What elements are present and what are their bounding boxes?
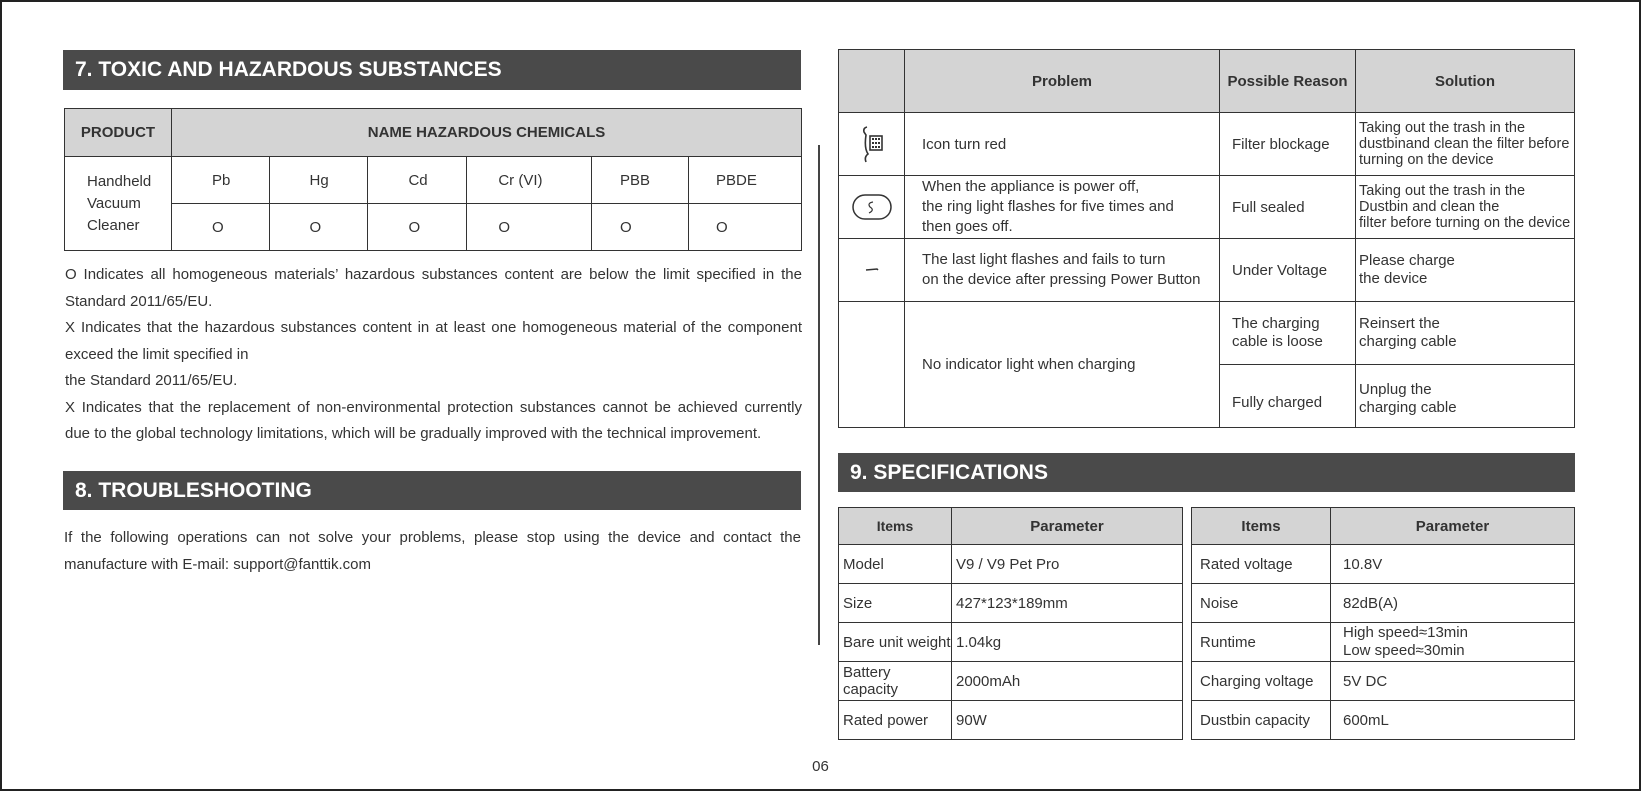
problem-cell (905, 176, 1220, 239)
chemical-name: PBB (592, 157, 689, 204)
solution-header: Solution (1356, 50, 1575, 113)
chemical-value: O (368, 204, 467, 251)
chemical-name: Hg (269, 157, 368, 204)
reason-cell (1220, 176, 1356, 239)
chemical-value: O (689, 204, 802, 251)
solution-text: charging cable (1359, 333, 1457, 350)
problem-cell (905, 302, 1220, 428)
intro-line: manufacture with E-mail: support@fanttik.com (64, 555, 372, 573)
solution-text: Taking out the trash in the (1359, 120, 1526, 136)
chemicals-header: NAME HAZARDOUS CHEMICALS (172, 109, 802, 157)
runtime-high: High speed≈13min (1343, 624, 1468, 641)
section-8-heading (63, 471, 801, 510)
spec-item: Rated voltage (1192, 545, 1331, 584)
product-name-cell (65, 157, 172, 251)
problem-text: The last light flashes and fails to turn (922, 251, 1166, 268)
ring-light-icon (839, 176, 905, 239)
problem-cell (905, 113, 1220, 176)
note-line: X Indicates that the hazardous substances content in at least one homogeneous material of the component (65, 319, 802, 336)
solution-cell (1356, 239, 1575, 302)
spec-value: 427*123*189mm (952, 584, 1183, 623)
dustbin-filter-icon (839, 113, 905, 176)
section-7-title: 7. TOXIC AND HAZARDOUS SUBSTANCES (75, 58, 502, 81)
spec-item: Runtime (1192, 623, 1331, 662)
solution-cell (1356, 365, 1575, 428)
problem-cell (905, 239, 1220, 302)
problem-header: Problem (905, 50, 1220, 113)
specs-table-left (838, 507, 1183, 740)
solution-text: filter before turning on the device (1359, 215, 1571, 231)
note-line: O Indicates all homogeneous materials’ hazardous substances content are below the limit specified in the (65, 266, 802, 283)
section-9-heading (838, 453, 1575, 492)
spec-value: 82dB(A) (1331, 584, 1575, 623)
items-header: Items (1192, 508, 1331, 545)
spec-value: 10.8V (1331, 545, 1575, 584)
note-line: Standard 2011/65/EU. (65, 292, 213, 310)
problem-text: on the device after pressing Power Button (922, 271, 1201, 288)
reason-text: Full sealed (1232, 198, 1305, 216)
problem-text: When the appliance is power off, (922, 178, 1140, 195)
spec-value: 1.04kg (952, 623, 1183, 662)
reason-header: Possible Reason (1220, 50, 1356, 113)
items-header: Items (839, 508, 952, 545)
section-8-title: 8. TROUBLESHOOTING (75, 478, 312, 502)
solution-text: the device (1359, 270, 1428, 287)
troubleshooting-table (838, 49, 1575, 428)
note-line: the Standard 2011/65/EU. (65, 372, 238, 389)
solution-cell (1356, 176, 1575, 239)
solution-text: Taking out the trash in the (1359, 183, 1526, 199)
solution-text: turning on the device (1359, 152, 1494, 168)
product-name-line: Cleaner (87, 216, 140, 234)
specs-table-right (1191, 507, 1575, 740)
spec-item: Dustbin capacity (1192, 701, 1331, 740)
reason-text: Under Voltage (1232, 261, 1328, 279)
spec-value: 600mL (1331, 701, 1575, 740)
spec-item: Noise (1192, 584, 1331, 623)
spec-value: V9 / V9 Pet Pro (952, 545, 1183, 584)
solution-text: Dustbin and clean the (1359, 199, 1500, 215)
spec-value: 5V DC (1331, 662, 1575, 701)
solution-text: dustbinand clean the filter before (1359, 136, 1570, 152)
product-name-line: Vacuum (87, 194, 141, 212)
solution-text: Reinsert the (1359, 315, 1440, 332)
empty-icon-cell (839, 302, 905, 428)
spec-value: 2000mAh (952, 662, 1183, 701)
solution-cell (1356, 113, 1575, 176)
problem-text: then goes off. (922, 218, 1013, 235)
page-number: 06 (812, 758, 829, 775)
note-line: due to the global technology limitations, which will be gradually improved with the technical improvement. (65, 425, 762, 442)
parameter-header: Parameter (1331, 508, 1575, 545)
note-line: X Indicates that the replacement of non-environmental protection substances cannot be achieved currently (65, 398, 802, 416)
solution-text: Unplug the (1359, 380, 1432, 398)
solution-text: charging cable (1359, 398, 1457, 416)
reason-text: cable is loose (1232, 333, 1323, 350)
solution-text: Please charge (1359, 252, 1455, 269)
section-7-heading (63, 50, 801, 90)
intro-line: If the following operations can not solve your problems, please stop using the device and contact the (64, 529, 801, 546)
note-line: exceed the limit specified in (65, 345, 249, 363)
reason-text: The charging (1232, 315, 1320, 332)
spec-value: 90W (952, 701, 1183, 740)
runtime-low: Low speed≈30min (1343, 642, 1465, 659)
solution-cell (1356, 302, 1575, 365)
chemical-value: O (172, 204, 270, 251)
chemical-name: Cd (368, 157, 467, 204)
battery-light-icon (839, 239, 905, 302)
problem-text: Icon turn red (922, 135, 1007, 153)
chemical-value: O (592, 204, 689, 251)
chemical-name: Pb (172, 157, 270, 204)
spec-item: Battery capacity (839, 662, 952, 701)
product-header: PRODUCT (65, 109, 172, 157)
problem-text: the ring light flashes for five times and (922, 198, 1174, 215)
reason-text: Fully charged (1232, 394, 1323, 411)
parameter-header: Parameter (952, 508, 1183, 545)
chemical-value: O (467, 204, 592, 251)
hazard-notes (65, 262, 802, 448)
chemical-value: O (269, 204, 368, 251)
reason-cell (1220, 239, 1356, 302)
spec-value (1331, 623, 1575, 662)
icon-header (839, 50, 905, 113)
spec-item: Model (839, 545, 952, 584)
section-9-title: 9. SPECIFICATIONS (850, 460, 1048, 484)
chemical-name: PBDE (689, 157, 802, 204)
troubleshooting-intro (64, 525, 801, 578)
chemical-name: Cr (VI) (467, 157, 592, 204)
reason-cell (1220, 113, 1356, 176)
reason-cell (1220, 365, 1356, 428)
hazardous-substances-table (64, 108, 802, 251)
spec-item: Charging voltage (1192, 662, 1331, 701)
reason-text: Filter blockage (1232, 135, 1330, 153)
column-divider (818, 145, 820, 645)
spec-item: Bare unit weight (839, 623, 952, 662)
spec-item: Rated power (839, 701, 952, 740)
spec-item: Size (839, 584, 952, 623)
reason-cell (1220, 302, 1356, 365)
product-name-line: Handheld (87, 172, 152, 190)
problem-text: No indicator light when charging (922, 356, 1136, 373)
